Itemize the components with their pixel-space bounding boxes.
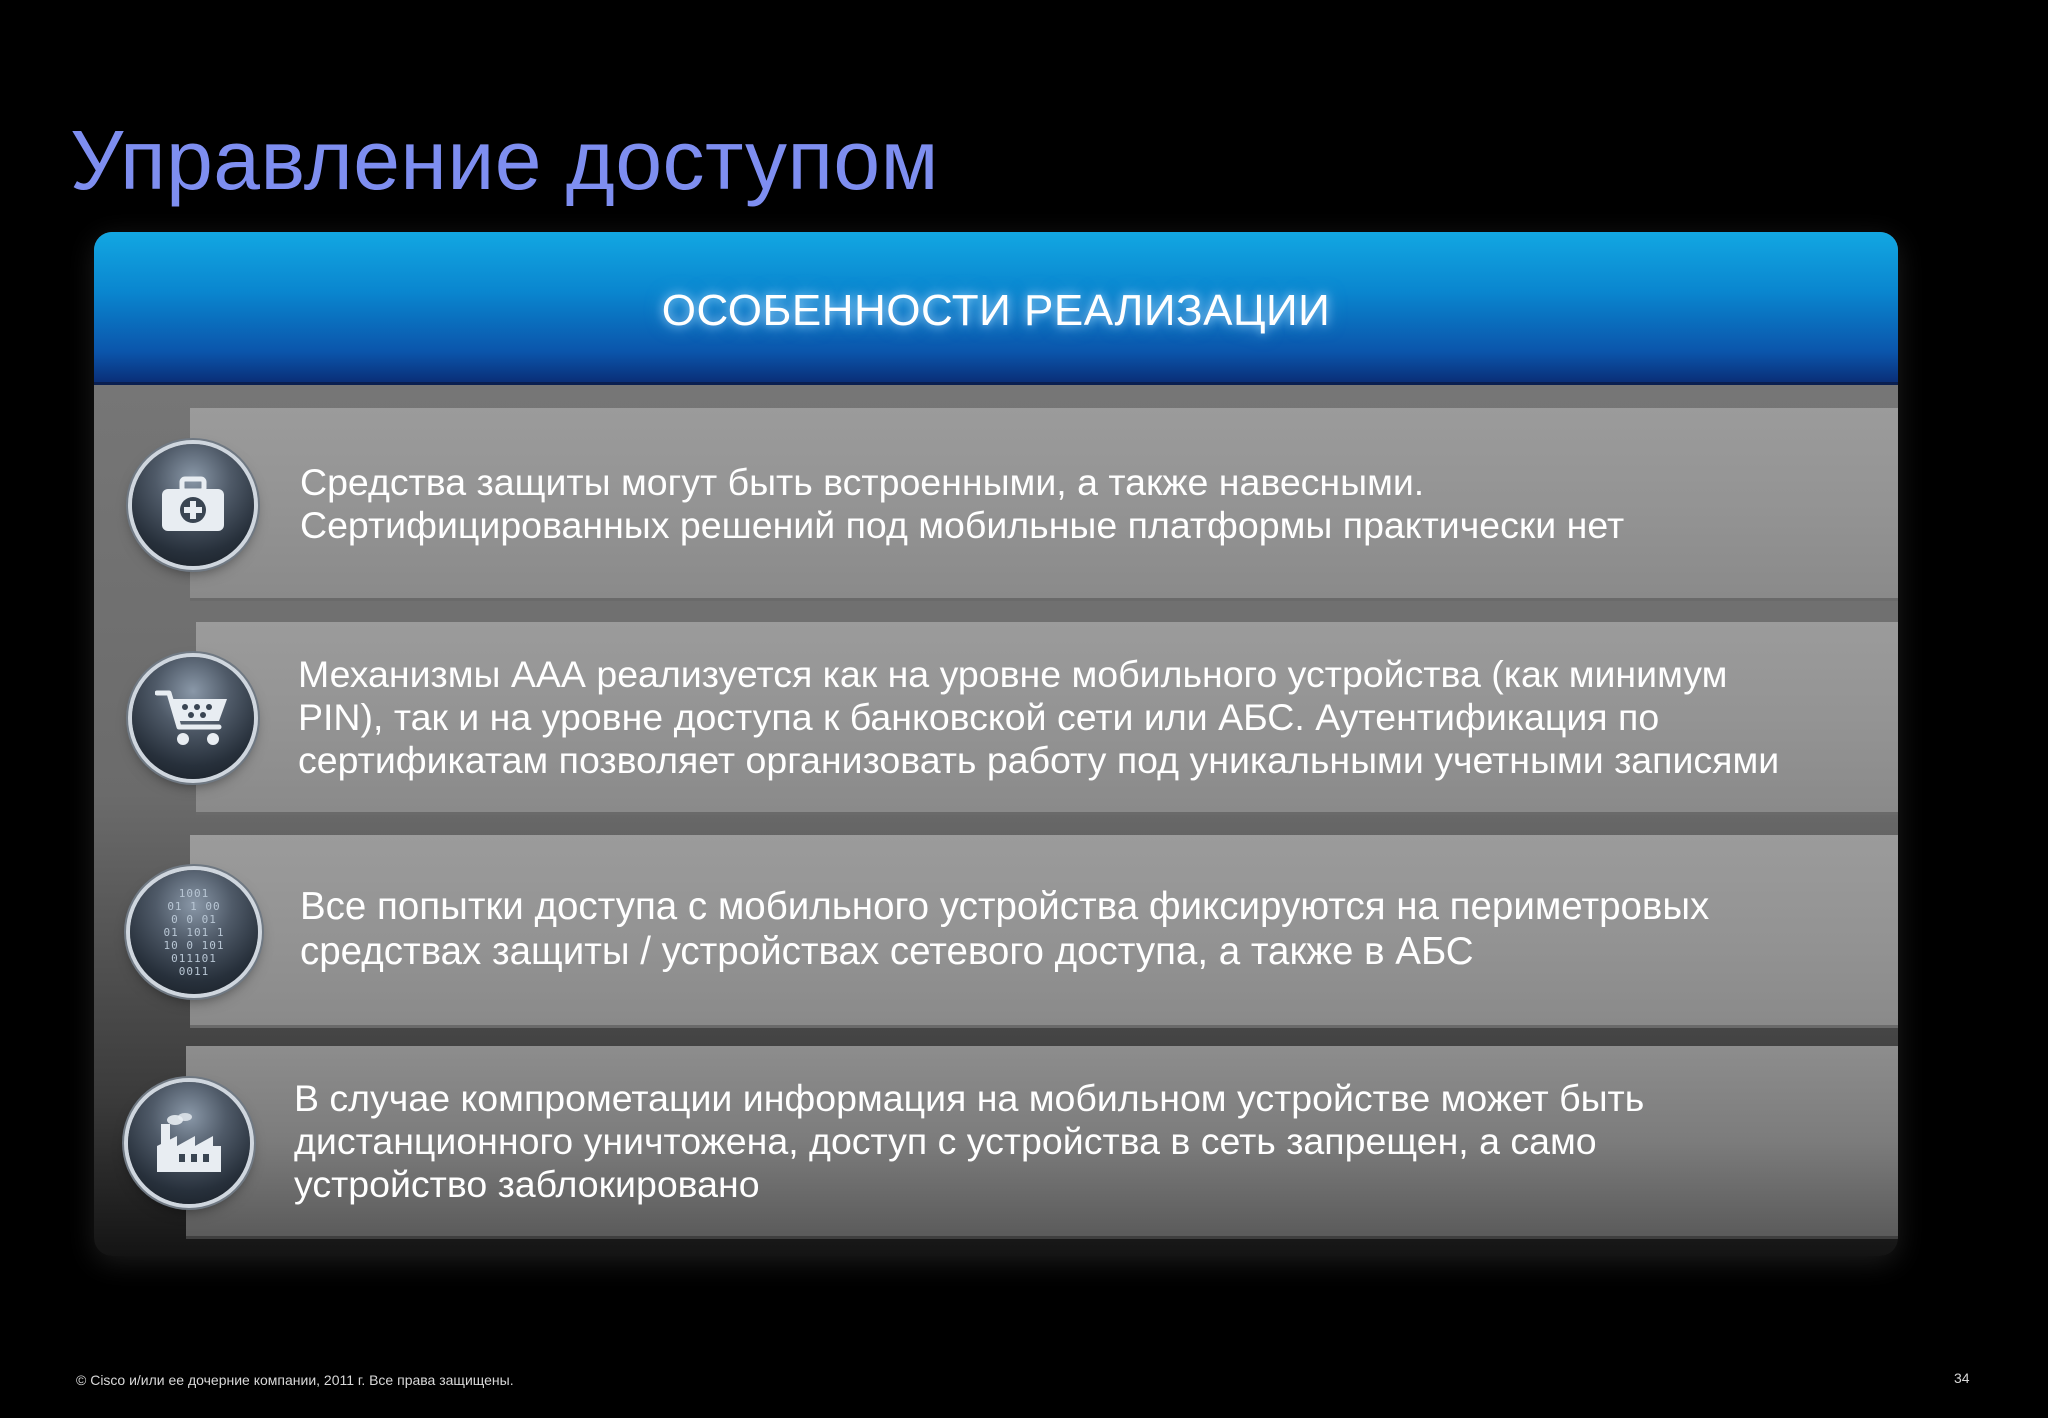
feature-row-3-line-2: средствах защиты / устройствах сетевого доступа, а также в АБС [300,930,1474,973]
shopping-cart-icon [132,657,254,779]
feature-row-1-line-1: Средства защиты могут быть встроенными, а также навесными. [300,461,1425,503]
feature-row-2-line-1: Механизмы ААА реализуется как на уровне мобильного устройства (как минимум [298,653,1728,695]
feature-row-2-text [298,653,1779,782]
page-number: 34 [1954,1370,1970,1386]
factory-icon [128,1082,250,1204]
feature-row-4-line-1: В случае компрометации информация на мобильном устройстве может быть [294,1077,1645,1119]
feature-row-2-line-2: PIN), так и на уровне доступа к банковской сети или АБС. Аутентификация по [298,696,1660,738]
panel-header-title: ОСОБЕННОСТИ РЕАЛИЗАЦИИ [661,286,1331,335]
feature-row-3-text [300,884,1709,974]
feature-row-3-line-1: Все попытки доступа с мобильного устройства фиксируются на периметровых [300,885,1710,928]
binary-code-icon [130,870,258,994]
first-aid-kit-icon [132,444,254,566]
feature-row-1-line-2: Сертифицированных решений под мобильные платформы практически нет [300,504,1625,546]
binary-line-3: 0 0 01 [171,912,217,926]
slide-title: Управление доступом [70,113,939,207]
feature-row-2-line-3: сертификатам позволяет организовать работу под уникальными учетными записями [298,739,1780,781]
features-panel [94,232,1898,1256]
binary-line-2: 01 1 00 [167,899,221,913]
binary-line-7: 0011 [178,964,210,978]
binary-line-6: 011101 [171,951,217,965]
feature-row-4-line-2: дистанционного уничтожена, доступ с устройства в сеть запрещен, а само [294,1120,1597,1162]
footer-copyright: © Cisco и/или ее дочерние компании, 2011 г. Все права защищены. [76,1372,514,1388]
panel-header [94,232,1898,385]
binary-line-5: 10 0 101 [163,938,225,952]
feature-row-4-line-3: устройство заблокировано [294,1163,760,1205]
feature-row-1-text [300,461,1624,547]
binary-line-4: 01 101 1 [163,925,225,939]
binary-digits [164,887,225,978]
feature-row-4-text [294,1077,1644,1206]
binary-line-1: 1001 [178,886,210,900]
